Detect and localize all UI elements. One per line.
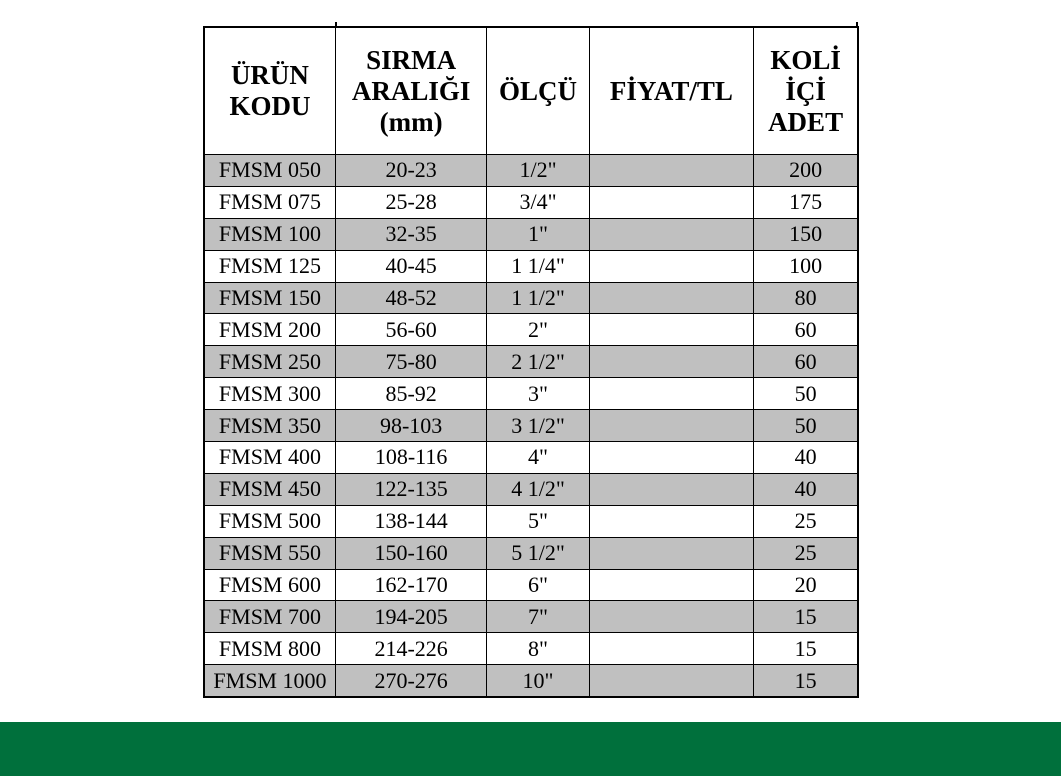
cell-product-code: FMSM 800 (204, 633, 335, 665)
cell-product-code: FMSM 550 (204, 537, 335, 569)
cell-thread-range: 32-35 (335, 218, 486, 250)
cell-product-code: FMSM 600 (204, 569, 335, 601)
cell-box-quantity: 50 (754, 378, 858, 410)
cell-box-quantity: 25 (754, 505, 858, 537)
cell-size: 1" (487, 218, 589, 250)
table-row (204, 473, 858, 505)
cell-price (589, 218, 754, 250)
table-row (204, 250, 858, 282)
cell-size: 7" (487, 601, 589, 633)
cell-size: 10" (487, 665, 589, 697)
cell-thread-range: 214-226 (335, 633, 486, 665)
cell-size: 5 1/2" (487, 537, 589, 569)
cell-product-code: FMSM 1000 (204, 665, 335, 697)
cell-thread-range: 25-28 (335, 186, 486, 218)
table-row (204, 155, 858, 187)
table-row (204, 601, 858, 633)
cell-box-quantity: 100 (754, 250, 858, 282)
header-row (204, 27, 858, 155)
cell-size: 2 1/2" (487, 346, 589, 378)
cell-price (589, 346, 754, 378)
cell-size: 5" (487, 505, 589, 537)
cell-thread-range: 48-52 (335, 282, 486, 314)
cell-price (589, 633, 754, 665)
cell-price (589, 314, 754, 346)
cell-size: 1/2" (487, 155, 589, 187)
header-price: FİYAT/TL (589, 27, 754, 155)
table-row (204, 378, 858, 410)
table-row (204, 442, 858, 474)
header-size: ÖLÇÜ (487, 27, 589, 155)
cell-price (589, 410, 754, 442)
table-row (204, 346, 858, 378)
cell-price (589, 665, 754, 697)
cell-thread-range: 75-80 (335, 346, 486, 378)
cell-price (589, 537, 754, 569)
cell-thread-range: 40-45 (335, 250, 486, 282)
price-table (203, 26, 859, 698)
cell-thread-range: 85-92 (335, 378, 486, 410)
cell-price (589, 155, 754, 187)
cell-box-quantity: 25 (754, 537, 858, 569)
table-row (204, 282, 858, 314)
table-row (204, 569, 858, 601)
cell-price (589, 473, 754, 505)
cell-size: 1 1/4" (487, 250, 589, 282)
cell-size: 6" (487, 569, 589, 601)
cell-product-code: FMSM 250 (204, 346, 335, 378)
cell-price (589, 505, 754, 537)
cell-product-code: FMSM 300 (204, 378, 335, 410)
cell-product-code: FMSM 075 (204, 186, 335, 218)
cell-box-quantity: 50 (754, 410, 858, 442)
table-row (204, 633, 858, 665)
cell-price (589, 250, 754, 282)
cell-price (589, 186, 754, 218)
header-thread-range: SIRMA ARALIĞI (mm) (335, 27, 486, 155)
cell-product-code: FMSM 700 (204, 601, 335, 633)
cell-box-quantity: 175 (754, 186, 858, 218)
cell-product-code: FMSM 150 (204, 282, 335, 314)
cell-box-quantity: 15 (754, 633, 858, 665)
cell-size: 8" (487, 633, 589, 665)
cell-product-code: FMSM 400 (204, 442, 335, 474)
cell-box-quantity: 80 (754, 282, 858, 314)
cell-box-quantity: 200 (754, 155, 858, 187)
cell-price (589, 378, 754, 410)
table-row (204, 537, 858, 569)
cell-product-code: FMSM 200 (204, 314, 335, 346)
cell-size: 3 1/2" (487, 410, 589, 442)
cell-price (589, 601, 754, 633)
cell-box-quantity: 60 (754, 346, 858, 378)
cell-box-quantity: 40 (754, 473, 858, 505)
cell-thread-range: 194-205 (335, 601, 486, 633)
cell-size: 4 1/2" (487, 473, 589, 505)
table-row (204, 314, 858, 346)
header-product-code: ÜRÜN KODU (204, 27, 335, 155)
header-box-quantity: KOLİ İÇİ ADET (754, 27, 858, 155)
cell-size: 2" (487, 314, 589, 346)
cell-product-code: FMSM 125 (204, 250, 335, 282)
cell-product-code: FMSM 500 (204, 505, 335, 537)
footer-band (0, 722, 1061, 776)
cell-box-quantity: 20 (754, 569, 858, 601)
cell-price (589, 442, 754, 474)
cell-thread-range: 162-170 (335, 569, 486, 601)
cell-thread-range: 98-103 (335, 410, 486, 442)
cell-size: 3/4" (487, 186, 589, 218)
cell-price (589, 569, 754, 601)
cell-thread-range: 270-276 (335, 665, 486, 697)
cell-product-code: FMSM 050 (204, 155, 335, 187)
cell-size: 4" (487, 442, 589, 474)
table-row (204, 218, 858, 250)
cell-thread-range: 56-60 (335, 314, 486, 346)
table-body (204, 155, 858, 698)
cell-product-code: FMSM 100 (204, 218, 335, 250)
cell-size: 3" (487, 378, 589, 410)
cell-product-code: FMSM 450 (204, 473, 335, 505)
cell-box-quantity: 15 (754, 601, 858, 633)
cell-box-quantity: 60 (754, 314, 858, 346)
table-row (204, 505, 858, 537)
cell-price (589, 282, 754, 314)
cell-thread-range: 108-116 (335, 442, 486, 474)
cell-box-quantity: 15 (754, 665, 858, 697)
cell-thread-range: 150-160 (335, 537, 486, 569)
table-row (204, 410, 858, 442)
cell-thread-range: 20-23 (335, 155, 486, 187)
table-row (204, 186, 858, 218)
cell-product-code: FMSM 350 (204, 410, 335, 442)
cell-box-quantity: 150 (754, 218, 858, 250)
cell-size: 1 1/2" (487, 282, 589, 314)
table-row (204, 665, 858, 697)
cell-box-quantity: 40 (754, 442, 858, 474)
cell-thread-range: 122-135 (335, 473, 486, 505)
price-table-container (203, 26, 859, 698)
cell-thread-range: 138-144 (335, 505, 486, 537)
